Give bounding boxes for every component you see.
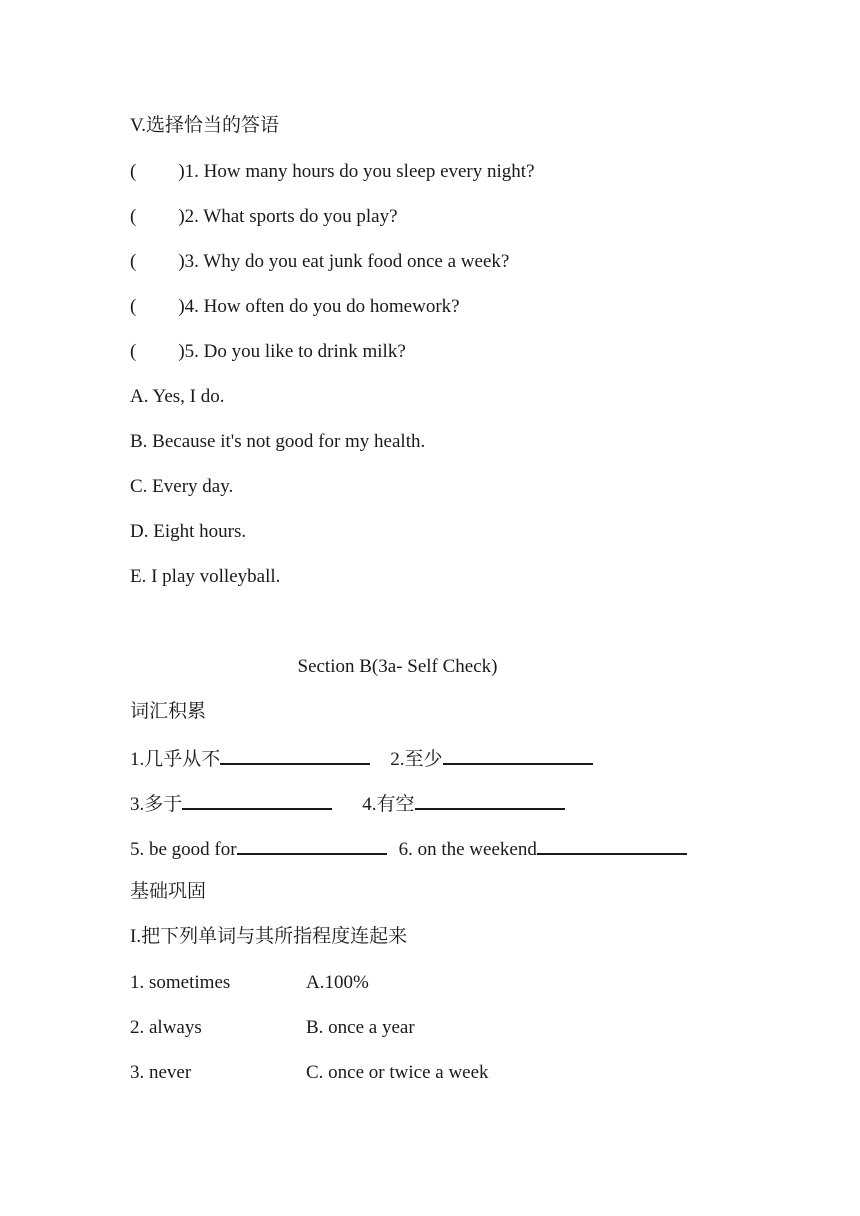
question-4 (130, 295, 460, 319)
matching-row-2 (130, 1016, 415, 1040)
fill-blank[interactable] (415, 790, 565, 810)
fill-blank[interactable] (220, 745, 370, 765)
question-paren: ( (130, 161, 137, 182)
fill-blank[interactable] (537, 835, 687, 855)
vocab-prompt: 4.有空 (362, 794, 415, 815)
question-text: )5. Do you like to drink milk? (178, 341, 406, 362)
option-e: E. I play volleyball. (130, 566, 281, 587)
option-b: B. Because it's not good for my health. (130, 431, 426, 452)
option-c: C. Every day. (130, 476, 234, 497)
question-paren: ( (130, 341, 137, 362)
question-1 (130, 160, 535, 184)
section-v-title: V.选择恰当的答语 (130, 115, 280, 136)
matching-row-3 (130, 1061, 489, 1085)
vocab-row-1 (130, 745, 593, 772)
question-2 (130, 205, 398, 229)
matching-meaning: B. once a year (306, 1017, 415, 1038)
part-1-title: I.把下列单词与其所指程度连起来 (130, 926, 408, 947)
vocab-prompt: 1.几乎从不 (130, 749, 221, 770)
vocab-prompt: 6. on the weekend (398, 839, 537, 860)
matching-word: 3. never (130, 1062, 192, 1083)
question-text: )3. Why do you eat junk food once a week? (178, 251, 510, 272)
fill-blank[interactable] (182, 790, 332, 810)
question-text: )4. How often do you do homework? (178, 296, 460, 317)
matching-word: 2. always (130, 1017, 202, 1038)
option-d: D. Eight hours. (130, 521, 247, 542)
matching-meaning: C. once or twice a week (306, 1062, 489, 1083)
question-paren: ( (130, 206, 137, 227)
vocab-prompt: 5. be good for (130, 839, 237, 860)
question-paren: ( (130, 296, 137, 317)
question-text: )1. How many hours do you sleep every night? (178, 161, 535, 182)
vocab-title: 词汇积累 (130, 701, 207, 722)
fill-blank[interactable] (443, 745, 593, 765)
fill-blank[interactable] (237, 835, 387, 855)
question-5 (130, 340, 406, 364)
vocab-row-3 (130, 835, 687, 862)
matching-word: 1. sometimes (130, 972, 231, 993)
vocab-prompt: 3.多于 (130, 794, 183, 815)
question-paren: ( (130, 251, 137, 272)
question-3 (130, 250, 509, 274)
vocab-row-2 (130, 790, 565, 817)
section-b-heading: Section B(3a- Self Check) (297, 656, 498, 677)
option-a: A. Yes, I do. (130, 386, 225, 407)
question-text: )2. What sports do you play? (178, 206, 398, 227)
basic-title: 基础巩固 (130, 881, 207, 902)
matching-row-1 (130, 971, 369, 995)
matching-meaning: A.100% (306, 972, 369, 993)
vocab-prompt: 2.至少 (390, 749, 443, 770)
